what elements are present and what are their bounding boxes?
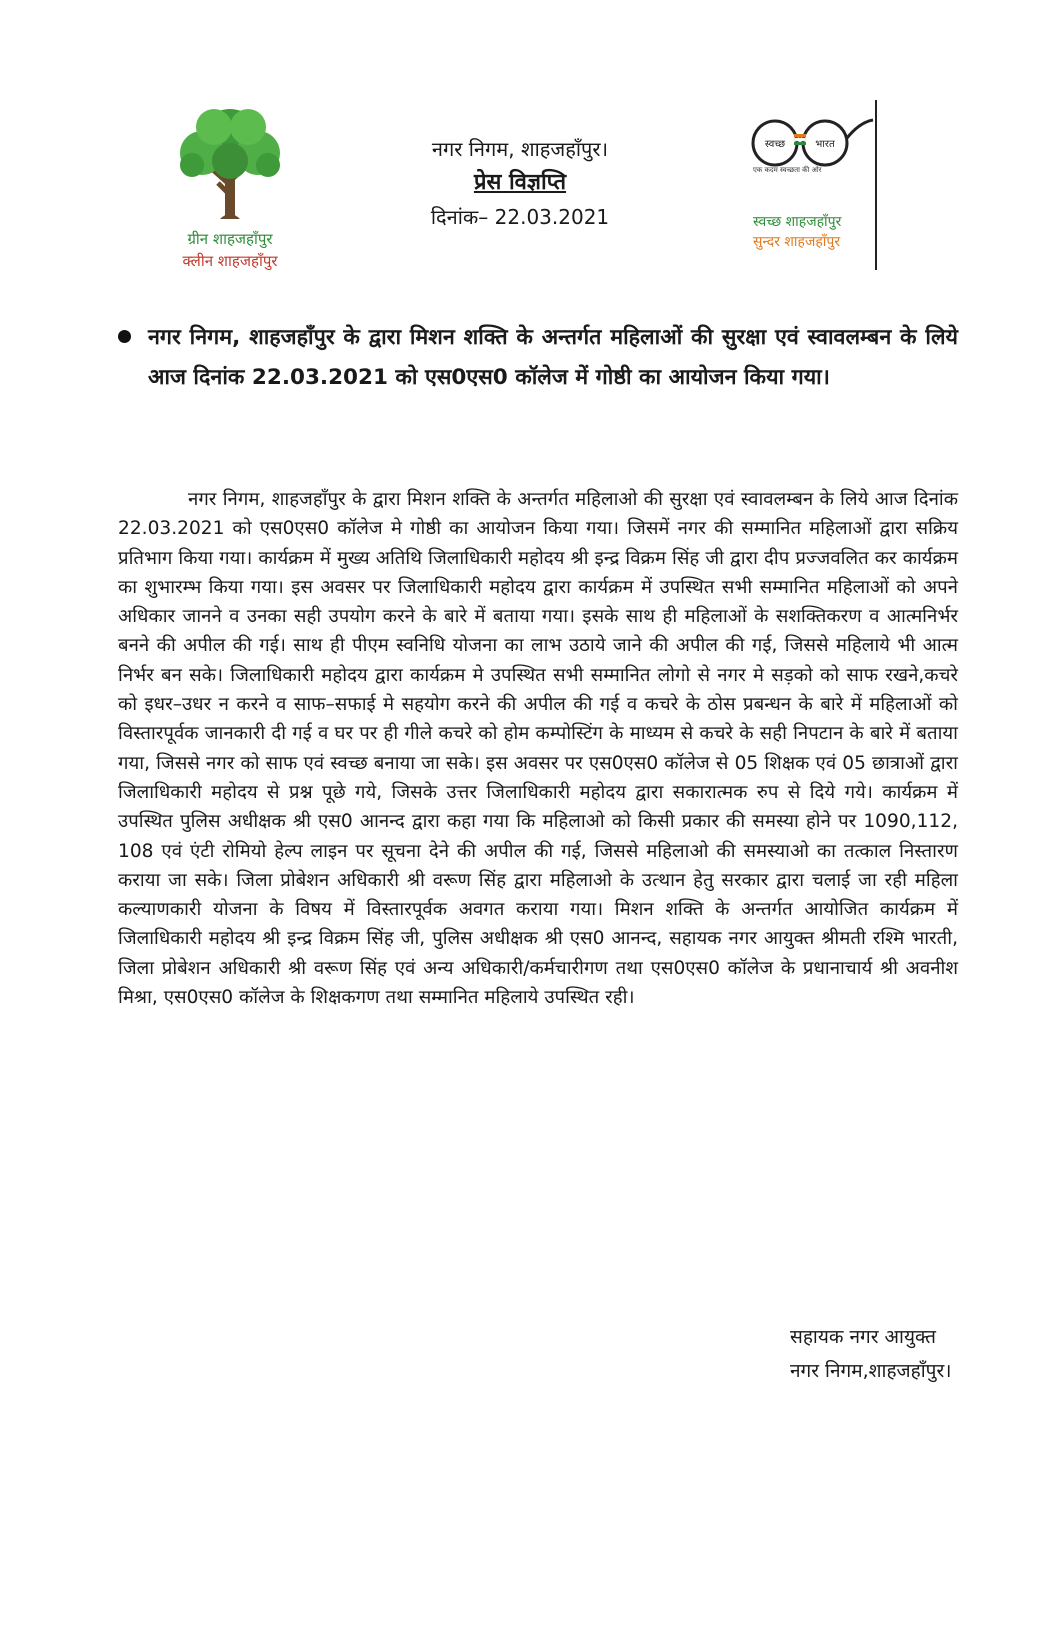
swachh-tagline: एक कदम स्वच्छता की ओर xyxy=(753,166,822,174)
bullet-icon xyxy=(118,330,131,343)
header-center xyxy=(380,132,660,234)
vertical-divider xyxy=(875,100,877,270)
glasses-right-text: भारत xyxy=(815,139,835,150)
sundar-shahjahanpur-text: सुन्दर शाहजहाँपुर xyxy=(753,234,841,250)
signature-block xyxy=(790,1320,951,1388)
press-release-title: प्रेस विज्ञप्ति xyxy=(473,170,567,195)
signatory-designation: सहायक नगर आयुक्त xyxy=(790,1326,937,1348)
signatory-org: नगर निगम,शाहजहाँपुर। xyxy=(790,1360,952,1382)
gandhi-glasses-icon xyxy=(745,108,875,168)
green-shahjahanpur-logo xyxy=(150,105,310,280)
letterhead xyxy=(0,0,1054,300)
body-paragraph: नगर निगम, शाहजहाँपुर के द्वारा मिशन शक्ति के अन्तर्गत महिलाओ की सुरक्षा एवं स्वावलम्बन के लिये आज दिनांक 22.03.2021 को एस0एस0 कॉलेज मे गोष्ठी का आयोजन किया गया। जिसमें नगर की सम्मानित महिलाओं द्वारा सक्रिय प्रतिभाग किया गया। कार्यक्रम में मुख्य अतिथि जिलाधिकारी महोदय श्री इन्द्र विक्रम सिंह जी द्वारा दीप प्रज्जवलित कर कार्यक्रम का शुभारम्भ किया गया। इस अवसर पर जिलाधिकारी महोदय द्वारा कार्यक्रम में उपस्थित सभी सम्मानित महिलाओं को अपने अधिकार जानने व उनका सही उपयोग करने के बारे में बताया गया। इसके साथ ही महिलाओं के सशक्तिकरण व आत्मनिर्भर बनने की अपील की गई। साथ ही पीएम स्वनिधि योजना का लाभ उठाये जाने की अपील की गई, जिससे महिलाये भी आत्म निर्भर बन सके। जिलाधिकारी महोदय द्वारा कार्यक्रम मे उपस्थित सभी सम्मानित लोगो से नगर मे सड़को को साफ रखने,कचरे को इधर–उधर न करने व साफ–सफाई मे सहयोग करने की अपील की गई व कचरे के ठोस प्रबन्धन के बारे में महिलाओं को विस्तारपूर्वक जानकारी दी गई व घर पर ही गीले कचरे को होम कम्पोस्टिंग के माध्यम से कचरे के सही निपटान के बारे में बताया गया, जिससे नगर को साफ एवं स्वच्छ बनाया जा सके। इस अवसर पर एस0एस0 कॉलेज से 05 शिक्षक एवं 05 छात्राओं द्वारा जिलाधिकारी महोदय से प्रश्न पूछे गये, जिसके उत्तर जिलाधिकारी महोदय द्वारा सकारात्मक रुप से दिये गये। कार्यक्रम में उपस्थित पुलिस अधीक्षक श्री एस0 आनन्द द्वारा कहा गया कि महिलाओ को किसी प्रकार की समस्या होने पर 1090,112, 108 एवं एंटी रोमियो हेल्प लाइन पर सूचना देने की अपील की गई, जिससे महिलाओ की समस्याओ का तत्काल निस्तारण कराया जा सके। जिला प्रोबेशन अधिकारी श्री वरूण सिंह द्वारा महिलाओ के उत्थान हेतु सरकार द्वारा चलाई जा रही महिला कल्याणकारी योजना के विषय में विस्तारपूर्वक अवगत कराया गया। मिशन शक्ति के अन्तर्गत आयोजित कार्यक्रम में जिलाधिकारी महोदय श्री इन्द्र विक्रम सिंह जी, पुलिस अधीक्षक श्री एस0 आनन्द, सहायक नगर आयुक्त श्रीमती रश्मि भारती, जिला प्रोबेशन अधिकारी श्री वरूण सिंह एवं अन्य अधिकारी/कर्मचारीगण तथा एस0एस0 कॉलेज के प्रधानाचार्य श्री अवनीश मिश्रा, एस0एस0 कॉलेज के शिक्षकगण तथा सम्मानित महिलाये उपस्थित रही। xyxy=(118,489,958,1009)
headline-block xyxy=(118,318,958,398)
release-date: दिनांक– 22.03.2021 xyxy=(430,205,610,229)
green-shahjahanpur-text: ग्रीन शाहजहाँपुर xyxy=(187,230,273,248)
glasses-left-text: स्वच्छ xyxy=(764,139,786,150)
swachh-bharat-logo xyxy=(745,108,895,283)
swachh-shahjahanpur-text: स्वच्छ शाहजहाँपुर xyxy=(753,214,842,230)
headline-text: नगर निगम, शाहजहाँपुर के द्वारा मिशन शक्ति के अन्तर्गत महिलाओं की सुरक्षा एवं स्वावलम्बन के लिये आज दिनांक 22.03.2021 को एस0एस0 कॉलेज में गोष्ठी का आयोजन किया गया। xyxy=(148,325,958,390)
tree-icon xyxy=(170,105,290,225)
org-name: नगर निगम, शाहजहाँपुर। xyxy=(431,137,609,161)
clean-shahjahanpur-text: क्लीन शाहजहाँपुर xyxy=(182,252,278,270)
